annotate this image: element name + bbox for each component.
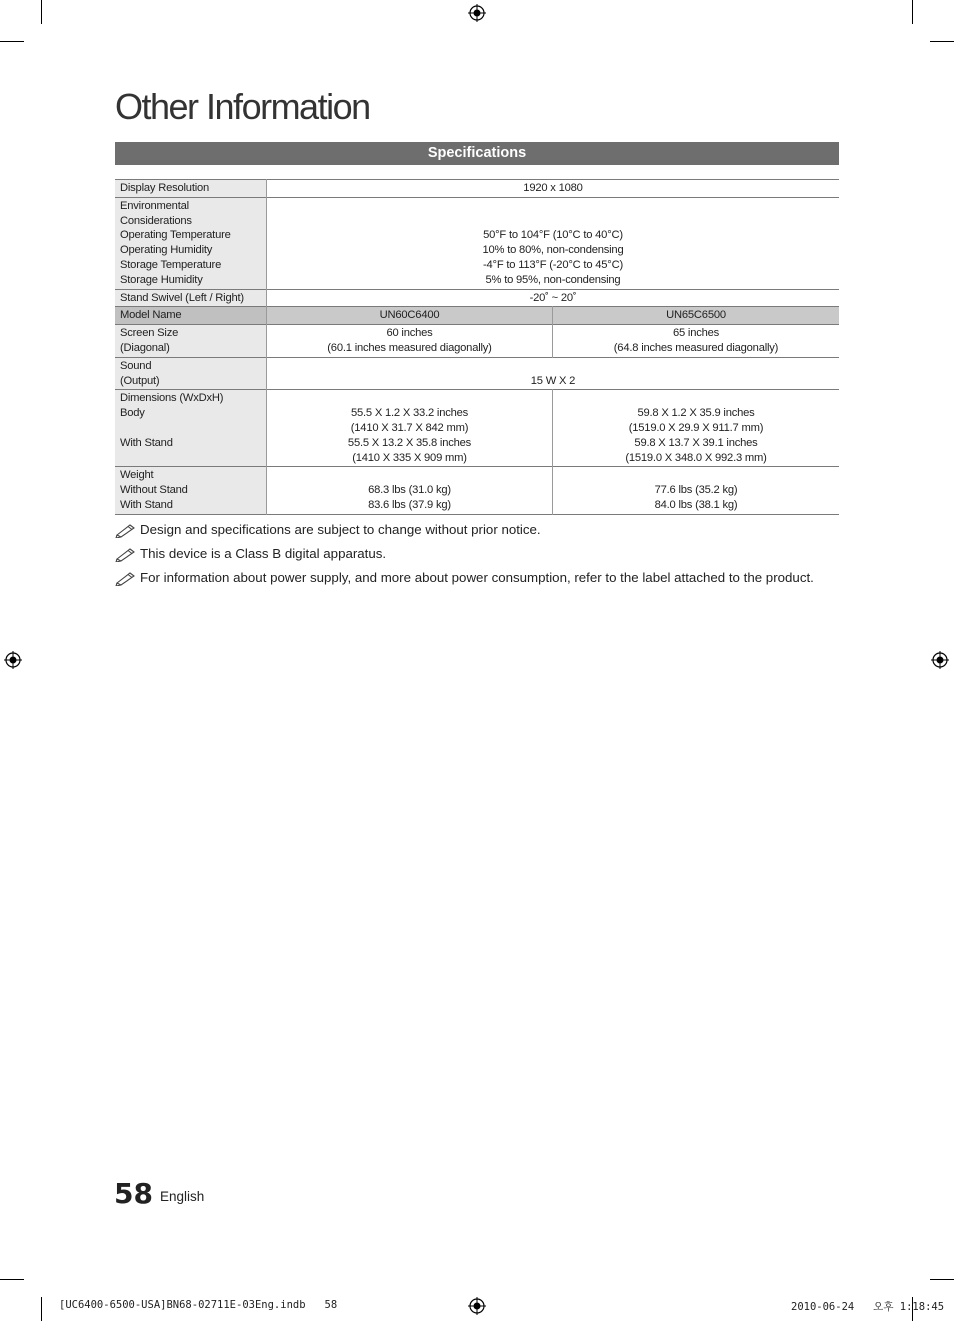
table-row	[115, 307, 839, 325]
label-line: Storage Humidity	[120, 273, 203, 286]
table-row	[115, 390, 839, 467]
value-line: -4°F to 113°F (-20°C to 45°C)	[483, 258, 623, 271]
label-line: Storage Temperature	[120, 258, 222, 271]
row-value: -20˚ ~ 20˚	[529, 291, 577, 304]
page-title: Other Information	[115, 86, 370, 127]
label-line: With Stand	[120, 498, 173, 511]
row-value: 1920 x 1080	[523, 182, 583, 194]
label-line: Sound	[120, 359, 152, 372]
row-label	[115, 325, 267, 358]
crop-mark	[912, 0, 913, 24]
note-item	[115, 566, 855, 590]
spacer	[120, 451, 261, 466]
value-line: (1410 X 31.7 X 842 mm)	[350, 421, 469, 434]
row-label	[115, 390, 267, 467]
value-line: (1410 X 335 X 909 mm)	[352, 451, 467, 464]
table-row	[115, 180, 839, 198]
value-line: 55.5 X 13.2 X 35.8 inches	[347, 436, 472, 449]
value-line: 84.0 lbs (38.1 kg)	[654, 498, 738, 511]
label-line	[120, 421, 261, 436]
value-b	[553, 325, 840, 358]
value-line: (60.1 inches measured diagonally)	[327, 341, 492, 354]
value-line: 59.8 X 13.7 X 39.1 inches	[634, 436, 758, 449]
row-value: 15 W X 2	[530, 374, 576, 387]
value-line: 50°F to 104°F (10°C to 40°C)	[483, 229, 623, 242]
pencil-icon	[115, 570, 137, 586]
value-line: 65 inches	[672, 327, 720, 340]
value-line: (1519.0 X 29.9 X 911.7 mm)	[628, 421, 764, 434]
value-line: 59.8 X 1.2 X 35.9 inches	[637, 407, 755, 420]
label-line: With Stand	[120, 436, 173, 449]
value-line: (1519.0 X 348.0 X 992.3 mm)	[625, 451, 767, 464]
table-row	[115, 325, 839, 358]
row-label	[115, 357, 267, 390]
registration-mark-icon	[4, 651, 22, 669]
row-label	[115, 197, 267, 289]
file-info: [UC6400-6500-USA]BN68-02711E-03Eng.indb 58	[59, 1299, 338, 1311]
model-a: UN60C6400	[267, 307, 553, 325]
value-a	[267, 390, 553, 467]
label-line: Weight	[120, 469, 154, 482]
crop-mark	[41, 0, 42, 24]
label-line: Operating Humidity	[120, 244, 213, 257]
note-text: For information about power supply, and more about power consumption, refer to the label attached to the product.	[140, 570, 814, 585]
row-value	[267, 197, 840, 289]
value-line: 5% to 95%, non-condensing	[485, 273, 621, 286]
pencil-icon	[115, 546, 137, 562]
label-line: Dimensions (WxDxH)	[120, 392, 224, 405]
label-line: Environmental Considerations	[120, 199, 192, 227]
spec-table	[115, 179, 839, 515]
print-timestamp: 2010-06-24 오후 1:18:45	[791, 1301, 945, 1313]
value-line: 77.6 lbs (35.2 kg)	[654, 484, 738, 497]
note-item	[115, 542, 855, 566]
crop-mark	[930, 1279, 954, 1280]
value-b	[553, 390, 840, 467]
label-line: (Output)	[120, 374, 160, 387]
row-label: Stand Swivel (Left / Right)	[115, 289, 267, 307]
table-row	[115, 357, 839, 390]
label-line: Body	[120, 407, 145, 420]
pencil-icon	[115, 522, 137, 538]
crop-mark	[0, 1279, 24, 1280]
row-label: Model Name	[115, 307, 267, 325]
table-row	[115, 197, 839, 289]
value-line: 60 inches	[386, 327, 433, 340]
note-item	[115, 518, 855, 542]
value-a	[267, 467, 553, 514]
label-line: Without Stand	[120, 484, 188, 497]
table-row	[115, 467, 839, 514]
model-b: UN65C6500	[553, 307, 840, 325]
table-row	[115, 289, 839, 307]
value-line: 83.6 lbs (37.9 kg)	[368, 498, 451, 511]
crop-mark	[0, 41, 24, 42]
note-text: Design and specifications are subject to change without prior notice.	[140, 522, 541, 537]
note-text: This device is a Class B digital apparatus.	[140, 546, 387, 561]
crop-mark	[930, 41, 954, 42]
crop-mark	[41, 1297, 42, 1321]
registration-mark-icon	[931, 651, 949, 669]
section-header: Specifications	[115, 142, 839, 165]
value-line: 10% to 80%, non-condensing	[482, 244, 624, 257]
registration-mark-icon	[468, 1297, 486, 1315]
label-line: (Diagonal)	[120, 341, 170, 354]
row-label: Display Resolution	[115, 180, 267, 198]
value-b	[553, 467, 840, 514]
row-label	[115, 467, 267, 514]
registration-mark-icon	[468, 4, 486, 22]
page-language: English	[160, 1189, 205, 1204]
value-a	[267, 325, 553, 358]
value-line: 68.3 lbs (31.0 kg)	[368, 484, 451, 497]
value-line: (64.8 inches measured diagonally)	[613, 341, 779, 354]
label-line: Operating Temperature	[120, 229, 231, 242]
label-line: Screen Size	[120, 327, 179, 340]
notes-list	[115, 518, 855, 590]
page-number: 58	[114, 1177, 153, 1210]
value-line: 55.5 X 1.2 X 33.2 inches	[350, 407, 469, 420]
